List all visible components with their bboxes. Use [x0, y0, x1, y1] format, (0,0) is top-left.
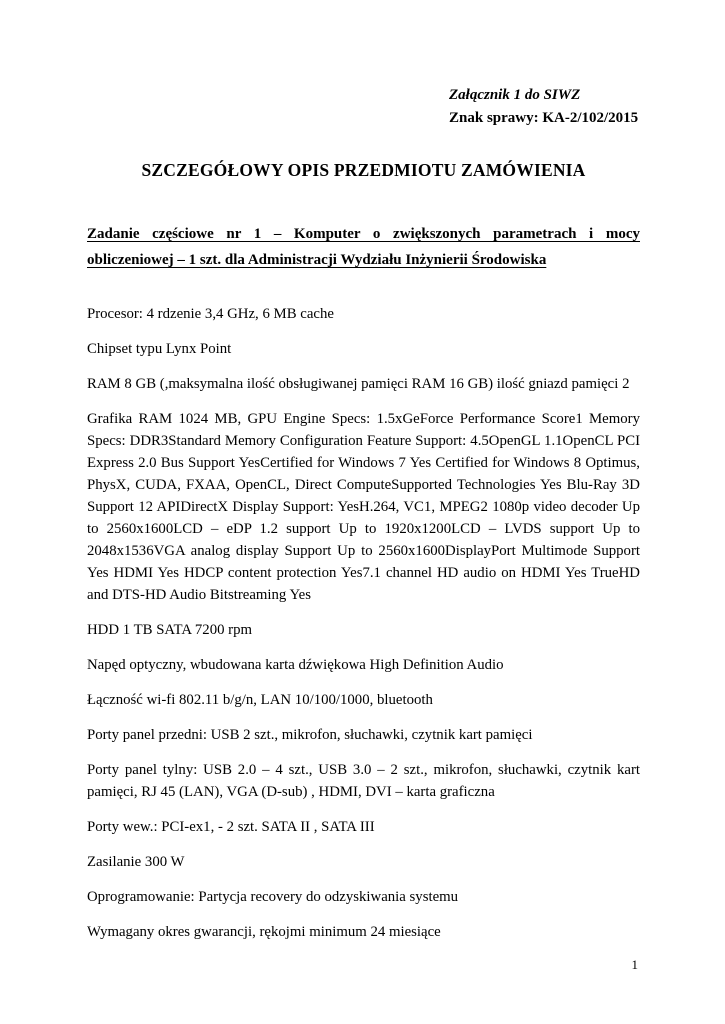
spec-paragraph-chipset: Chipset typu Lynx Point: [87, 341, 232, 357]
case-reference: Znak sprawy: KA-2/102/2015: [449, 110, 639, 126]
section-heading: Zadanie częściowe nr 1 – Komputer o zwiększonych parametrach i mocy obliczeniowej – 1 szt. dla Administracji Wydziału Inżynierii Środowiska: [87, 226, 640, 268]
attachment-label: Załącznik 1 do SIWZ: [449, 87, 581, 103]
page-number: 1: [631, 957, 638, 972]
specification-body: [87, 303, 640, 943]
spec-paragraph-front-ports: Porty panel przedni: USB 2 szt., mikrofon, słuchawki, czytnik kart pamięci: [87, 727, 533, 743]
spec-paragraph-warranty: Wymagany okres gwarancji, rękojmi minimum 24 miesiące: [87, 924, 441, 940]
spec-paragraph-ram: RAM 8 GB (,maksymalna ilość obsługiwanej pamięci RAM 16 GB) ilość gniazd pamięci 2: [87, 376, 630, 392]
spec-paragraph-optical-audio: Napęd optyczny, wbudowana karta dźwiękowa High Definition Audio: [87, 657, 504, 673]
spec-paragraph-software: Oprogramowanie: Partycja recovery do odzyskiwania systemu: [87, 889, 459, 905]
spec-paragraph-power: Zasilanie 300 W: [87, 854, 185, 870]
spec-paragraph-internal-ports: Porty wew.: PCI-ex1, - 2 szt. SATA II , SATA III: [87, 819, 375, 835]
spec-paragraph-rear-ports: Porty panel tylny: USB 2.0 – 4 szt., USB 3.0 – 2 szt., mikrofon, słuchawki, czytnik kart pamięci, RJ 45 (LAN), VGA (D-sub) , HDMI, DVI – karta graficzna: [87, 762, 640, 800]
document-header: [449, 84, 640, 130]
document-title: SZCZEGÓŁOWY OPIS PRZEDMIOTU ZAMÓWIENIA: [141, 160, 586, 180]
spec-paragraph-hdd: HDD 1 TB SATA 7200 rpm: [87, 622, 253, 638]
spec-paragraph-processor: Procesor: 4 rdzenie 3,4 GHz, 6 MB cache: [87, 306, 334, 322]
spec-paragraph-connectivity: Łączność wi-fi 802.11 b/g/n, LAN 10/100/1000, bluetooth: [87, 692, 433, 708]
spec-paragraph-graphics: Grafika RAM 1024 MB, GPU Engine Specs: 1.5xGeForce Performance Score1 Memory Specs: DDR3Standard Memory Configuration Feature Support: 4.5OpenGL 1.1OpenCL PCI Express 2.0 Bus Support YesCertified for Windows 7 Yes Certified for Windows 8 Optimus, PhysX, CUDA, FXAA, OpenCL, Direct ComputeSupported Technologies Yes Blu-Ray 3D Support 12 APIDirectX Display Support: YesH.264, VC1, MPEG2 1080p video decoder Up to 2560x1600LCD – eDP 1.2 support Up to 1920x1200LCD – LVDS support Up to 2048x1536VGA analog display Support Up to 2560x1600DisplayPort Multimode Support Yes HDMI Yes HDCP content protection Yes7.1 channel HD audio on HDMI Yes TrueHD and DTS-HD Audio Bitstreaming Yes: [87, 411, 640, 603]
